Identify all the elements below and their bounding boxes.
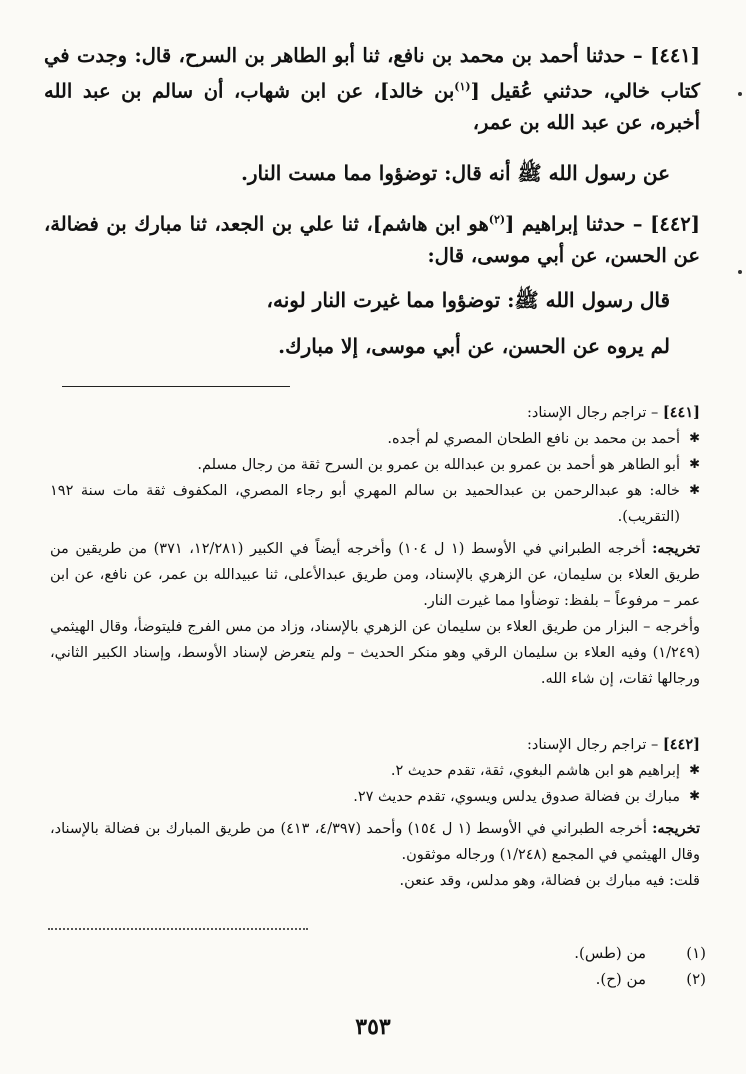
notes-442 xyxy=(50,732,700,894)
notes-441-takhrij-2: وأخرجه – البزار من طريق العلاء بن سليمان عن الزهري بالإسناد، وزاد من مس الفرج فليتوضأ، وقال الهيثمي (١/٢٤٩) وفيه العلاء بن سليمان الرقي وهو منكر الحديث – ولم يتعرض لإسناد الأوسط، وإسناد الكبير الثاني، ورجالها ثقات، إن شاء الله. xyxy=(50,619,700,687)
notes-441-takhrij xyxy=(50,536,700,614)
hadith-442-number: [٤٤٢] xyxy=(650,212,700,236)
footnote-ref-2: (٢) xyxy=(488,213,506,226)
notes-442-bullet-1: ✱ إبراهيم هو ابن هاشم البغوي، ثقة، تقدم حديث ٢. xyxy=(50,758,700,784)
notes-441-heading: – تراجم رجال الإسناد: xyxy=(527,405,659,421)
hadith-442-remark: لم يروه عن الحسن، عن أبي موسى، إلا مبارك. xyxy=(278,334,670,358)
footnote-2-number: (٢) xyxy=(686,970,706,988)
notes-442-takhrij-label: تخريجه: xyxy=(652,820,700,837)
hadith-442-isnad-part2: هو ابن هاشم]، ثنا علي بن الجعد، ثنا مبارك بن فضالة، عن الحسن، عن أبي موسى، قال: xyxy=(44,212,700,267)
notes-442-qultu: قلت: فيه مبارك بن فضالة، وهو مدلس، وقد عنعن. xyxy=(399,873,700,889)
hadith-441-number: [٤٤١] xyxy=(650,44,700,67)
notes-441 xyxy=(50,400,700,692)
page-number: ٣٥٣ xyxy=(355,1014,391,1040)
scan-speck xyxy=(738,92,742,96)
hadith-442-isnad-part1: – حدثنا إبراهيم [ xyxy=(505,212,643,236)
notes-441-bullet-1: ✱ أحمد بن محمد بن نافع الطحان المصري لم أجده. xyxy=(50,426,700,452)
footnote-1-text: من (طس). xyxy=(574,944,646,962)
footnote-1 xyxy=(406,940,706,966)
hadith-441-isnad-part2: بن خالد]، عن ابن شهاب، أن سالم بن عبد الله أخبره، عن عبد الله بن عمر، xyxy=(44,79,700,134)
notes-441-takhrij-text: أخرجه الطبراني في الأوسط (١ ل ١٠٤) وأخرجه أيضاً في الكبير (١٢/٢٨١، ٣٧١) من طريقين من طريق العلاء بن سليمان، عن الزهري بالإسناد، ومن طريق عبدالأعلى، ثنا عبيدالله بن عمر، عن نافع، عن ابن عمر – مرفوعاً – بلفظ: توضأوا مما غيرت النار. xyxy=(50,541,700,609)
notes-441-heading-line xyxy=(50,400,700,426)
notes-442-bullet-2: ✱ مبارك بن فضالة صدوق يدلس ويسوي، تقدم حديث ٢٧. xyxy=(50,784,700,810)
notes-441-bullet-2: ✱ أبو الطاهر هو أحمد بن عمرو بن عبدالله بن عمرو بن السرح ثقة من رجال مسلم. xyxy=(50,452,700,478)
hadith-442-matn: قال رسول الله ﷺ: توضؤوا مما غيرت النار لونه، xyxy=(266,288,670,312)
footnote-ref-1: (١) xyxy=(454,80,471,93)
notes-441-takhrij-label: تخريجه: xyxy=(652,540,700,557)
hadith-442-isnad xyxy=(44,204,700,271)
footnote-2 xyxy=(406,966,706,992)
hadith-441-matn: عن رسول الله ﷺ أنه قال: توضؤوا مما مست النار. xyxy=(240,161,670,185)
hadith-441-isnad-part1: – حدثنا أحمد بن محمد بن نافع، ثنا أبو الطاهر بن السرح، قال: وجدت في كتاب خالي، حدثني عُقيل [ xyxy=(44,44,700,103)
footnote-2-text: من (ح). xyxy=(595,970,646,988)
notes-442-heading: – تراجم رجال الإسناد: xyxy=(527,737,659,753)
hadith-441-isnad xyxy=(44,40,700,138)
notes-442-takhrij xyxy=(50,816,700,868)
notes-441-tag: [٤٤١] xyxy=(662,404,700,421)
notes-442-heading-line xyxy=(50,732,700,758)
footnote-1-number: (١) xyxy=(686,944,706,962)
notes-442-takhrij-text: أخرجه الطبراني في الأوسط (١ ل ١٥٤) وأحمد (٤/٣٩٧، ٤١٣) من طريق المبارك بن فضالة بالإسناد، وقال الهيثمي في المجمع (١/٢٤٨) ورجاله موثقون. xyxy=(50,821,700,863)
footnote-divider xyxy=(48,928,308,930)
notes-441-bullet-3: ✱ خاله: هو عبدالرحمن بن عبدالحميد بن سالم المهري أبو رجاء المصري، المكفوف ثقة مات سنة ١٩٢ (التقريب). xyxy=(50,478,700,530)
section-divider xyxy=(62,386,290,387)
notes-442-tag: [٤٤٢] xyxy=(662,736,700,753)
scan-speck xyxy=(738,270,742,274)
